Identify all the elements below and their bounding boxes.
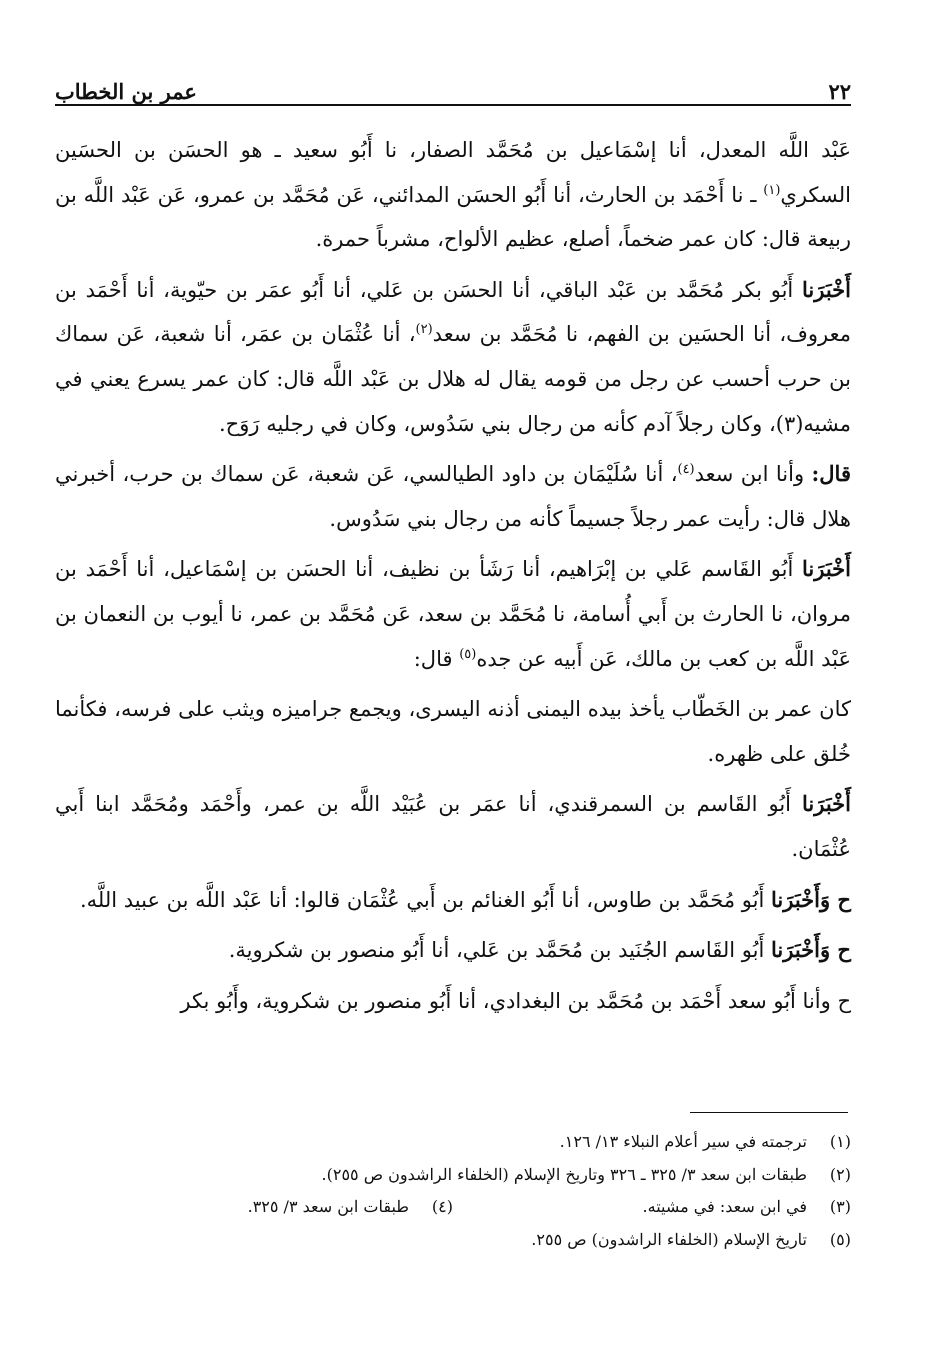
paragraph-text: عَبْد اللَّه المعدل، أنا إسْمَاعيل بن مُحَمَّد الصفار، نا أَبُو سعيد ـ هو الحسَن بن الحسَين السكري — [55, 138, 851, 207]
footnote-ref: (١) — [763, 182, 781, 198]
footnotes — [55, 1126, 851, 1256]
paragraph-tail: ـ نا أَحْمَد بن الحارث، أنا أَبُو الحسَن المدائني، عَن مُحَمَّد بن عمرو، عَن عَبْد اللَّه بن ربيعة قال: كان عمر ضخماً، أصلع، عظيم الألواح، مشرباً حمرة. — [55, 182, 851, 252]
paragraph-text: أَبُو بكر مُحَمَّد بن عَبْد الباقي، أنا الحسَن بن عَلي، أنا أَبُو عمَر بن حيّوية، أنا أَحْمَد بن معروف، أنا الحسَين بن الفهم، نا مُحَمَّد بن سعد — [55, 277, 851, 347]
paragraph-lead: أَخْبَرَنا — [802, 276, 851, 302]
page-header — [55, 70, 851, 104]
footnote — [453, 1191, 851, 1224]
paragraph-tail: ، أنا عُثْمَان بن عمَر، أنا شعبة، عَن سماك بن حرب أحسب عن رجل من قومه يقال له هلال بن عَبْد اللَّه قال: كان عمر يسرع يعني في مشيه(٣)، وكان رجلاً آدم كأنه من رجال بني سَدُوس، وكان في رجليه رَوَح. — [55, 322, 851, 436]
footnote-number: (٤) — [431, 1197, 453, 1216]
paragraph — [55, 928, 851, 973]
running-title: عمر بن الخطاب — [55, 79, 197, 104]
footnote-ref: (٥) — [459, 646, 477, 662]
footnote-rule — [690, 1112, 848, 1113]
footnote-number: (٢) — [829, 1164, 851, 1184]
paragraph-tail: قال: — [413, 646, 460, 671]
footnote-ref: (٤) — [677, 462, 695, 478]
footnote — [55, 1191, 453, 1224]
paragraph-text: أَبُو مُحَمَّد بن طاوس، أنا أَبُو الغنائم بن أَبي عُثْمَان قالوا: أنا عَبْد اللَّه بن عبيد اللَّه. — [79, 887, 771, 912]
footnote-text: ترجمته في سير أعلام النبلاء ١٣/ ١٢٦. — [559, 1132, 807, 1151]
paragraph-text: أَبُو القَاسم الجُنَيد بن مُحَمَّد بن عَلي، أنا أَبُو منصور بن شكروية. — [228, 938, 771, 963]
paragraph — [55, 687, 851, 776]
paragraph-text: ح وأنا أَبُو سعد أَحْمَد بن مُحَمَّد بن البغدادي، أنا أَبُو منصور بن شكروية، وأَبُو بكر — [180, 988, 851, 1013]
footnote-number: (٥) — [829, 1229, 851, 1249]
paragraph-text: أَبُو القَاسم عَلي بن إبْرَاهيم، أنا رَشَأ بن نظيف، أنا الحسَن بن إسْمَاعيل، أنا أَحْمَد بن مروان، نا الحارث بن أَبي أُسامة، نا مُحَمَّد بن سعد، عَن مُحَمَّد بن عمر، نا أيوب بن النعمان بن عَبْد اللَّه بن كعب بن مالك، عَن أَبيه عن جده — [55, 557, 851, 671]
footnote-row — [55, 1191, 851, 1224]
paragraph — [55, 547, 851, 681]
footnote-number: (٣) — [829, 1197, 851, 1216]
paragraph-lead: قال: — [811, 461, 851, 487]
footnote — [55, 1126, 851, 1159]
paragraph — [55, 979, 851, 1024]
footnote-text: طبقات ابن سعد ٣/ ٣٢٥ ـ ٣٢٦ وتاريخ الإسلام (الخلفاء الراشدون ص ٢٥٥). — [321, 1164, 807, 1184]
paragraph — [55, 878, 851, 923]
paragraph-lead: ح وَأَخْبَرَنا — [771, 937, 851, 963]
paragraph — [55, 452, 851, 541]
paragraph-lead: أَخْبَرَنا — [802, 791, 851, 817]
paragraph — [55, 268, 851, 446]
paragraph-text: وأنا ابن سعد — [694, 462, 812, 487]
footnote — [55, 1159, 851, 1192]
paragraph-text: أَبُو القَاسم بن السمرقندي، أنا عمَر بن عُبَيْد اللَّه بن عمر، وأَحْمَد ومُحَمَّد ابنا أَبي عُثْمَان. — [55, 792, 851, 861]
page-number: ٢٢ — [828, 79, 851, 104]
paragraph — [55, 128, 851, 262]
paragraph-text: كان عمر بن الخَطّاب يأخذ بيده اليمنى أذنه اليسرى، ويجمع جراميزه ويثب على فرسه، فكأنما خُلق على ظهره. — [55, 697, 851, 766]
footnote-text: طبقات ابن سعد ٣/ ٣٢٥. — [247, 1197, 409, 1216]
paragraph — [55, 782, 851, 871]
footnote — [55, 1224, 851, 1257]
footnote-text: تاريخ الإسلام (الخلفاء الراشدون) ص ٢٥٥. — [531, 1229, 807, 1249]
header-rule — [55, 104, 851, 106]
footnote-ref: (٢) — [415, 322, 433, 338]
paragraph-lead: ح وَأَخْبَرَنا — [771, 886, 851, 912]
footnote-text: في ابن سعد: في مشيته. — [642, 1197, 807, 1216]
paragraph-lead: أَخْبَرَنا — [802, 556, 851, 582]
main-text — [55, 128, 851, 1029]
footnote-number: (١) — [829, 1132, 851, 1151]
paragraph-tail: ، أنا سُلَيْمَان بن داود الطيالسي، عَن شعبة، عَن سماك بن حرب، أخبرني هلال قال: رأيت عمر رجلاً جسيماً كأنه من رجال بني سَدُوس. — [55, 462, 851, 531]
